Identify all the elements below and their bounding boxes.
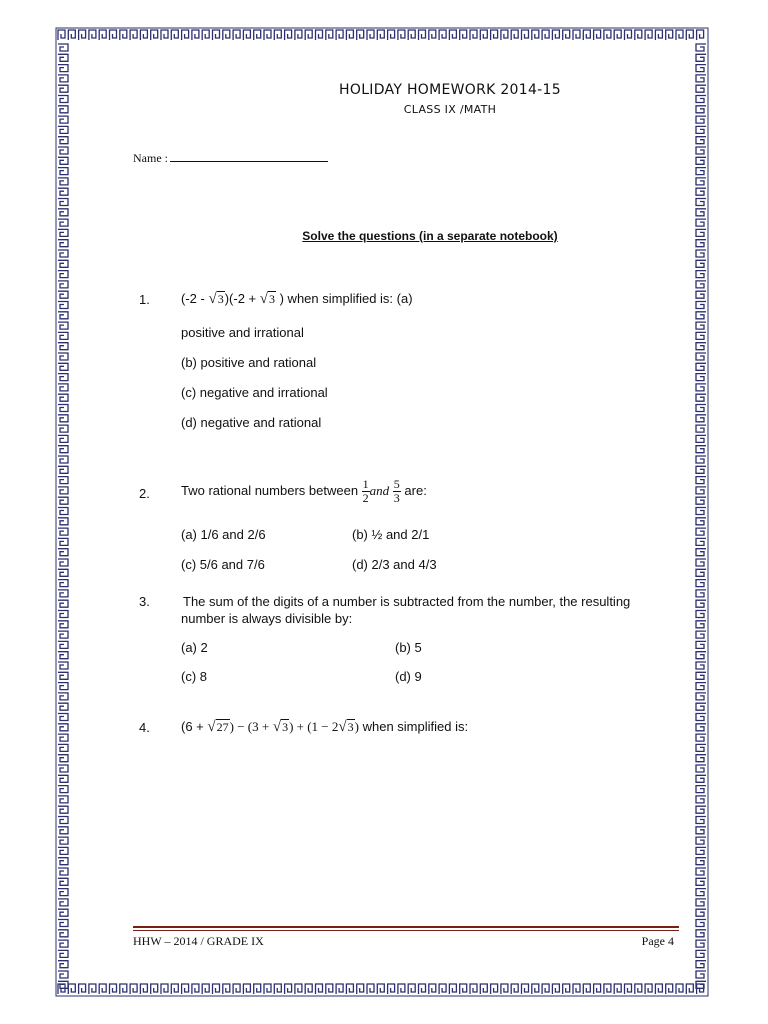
page-subtitle: CLASS IX /MATH [403, 103, 497, 116]
question-3-option-b: (b) 5 [395, 640, 422, 655]
question-3-line-1: The sum of the digits of a number is subtracted from the number, the resulting [183, 594, 631, 609]
q4-text-4: ) [354, 719, 359, 734]
name-blank-line [170, 150, 328, 162]
question-3-option-a: (a) 2 [181, 640, 208, 655]
question-1-option-a: positive and irrational [181, 325, 304, 340]
footer-rule-thin [133, 930, 679, 931]
q4-text-3: ) + (1 − 2 [289, 719, 339, 734]
question-4-number: 4. [139, 720, 150, 735]
q2-text-suffix: are: [404, 483, 427, 498]
question-1-option-b: (b) positive and rational [181, 355, 317, 370]
question-3-option-c: (c) 8 [181, 669, 207, 684]
page-title: HOLIDAY HOMEWORK 2014-15 [339, 82, 561, 98]
question-4-stem [181, 719, 468, 736]
name-field [133, 150, 328, 166]
instruction-heading: Solve the questions (in a separate notebook) [302, 229, 558, 243]
q1-sqrt-2: √3 [259, 291, 275, 307]
question-2-option-d: (d) 2/3 and 4/3 [352, 557, 437, 572]
q4-text-2: ) − (3 + [229, 719, 270, 734]
question-1-option-d: (d) negative and rational [181, 415, 322, 430]
question-2-option-c: (c) 5/6 and 7/6 [181, 557, 265, 572]
footer-page-number: Page 4 [641, 934, 674, 948]
question-1-number: 1. [139, 292, 150, 307]
q4-sqrt-1: √27 [207, 719, 229, 735]
q2-fraction-2: $\frac{5}{3}$ [393, 477, 400, 506]
border-meander-pattern [58, 30, 706, 994]
question-2-stem [181, 476, 427, 506]
footer-left-text: HHW – 2014 / GRADE IX [133, 934, 264, 948]
q1-text-open: (-2 - [181, 291, 205, 306]
question-1-stem [181, 291, 413, 308]
question-2-number: 2. [139, 486, 150, 501]
border-outer-frame [56, 28, 708, 996]
footer-rule-thick [133, 926, 679, 928]
question-2-option-b: (b) ½ and 2/1 [352, 527, 430, 542]
q4-sqrt-3: √3 [338, 719, 354, 735]
q2-conjunction: and [369, 483, 390, 498]
question-2-option-a: (a) 1/6 and 2/6 [181, 527, 266, 542]
q2-text-prefix: Two rational numbers between [181, 483, 359, 498]
question-3-line-2: number is always divisible by: [181, 611, 353, 626]
question-1-option-c: (c) negative and irrational [181, 385, 328, 400]
question-3-option-d: (d) 9 [395, 669, 422, 684]
name-label: Name : [133, 151, 168, 165]
question-3-number: 3. [139, 594, 150, 609]
q2-fraction-1: $\frac{1}{2}$ [362, 477, 369, 506]
q1-sqrt-1: √3 [208, 291, 224, 307]
q4-text-suffix: when simplified is: [362, 719, 469, 734]
q1-text-mid: )(-2 + [224, 291, 257, 306]
q1-text-close: ) when simplified is: (a) [279, 291, 413, 306]
q4-text-1: (6 + [181, 719, 204, 734]
q4-sqrt-2: √3 [272, 719, 289, 735]
